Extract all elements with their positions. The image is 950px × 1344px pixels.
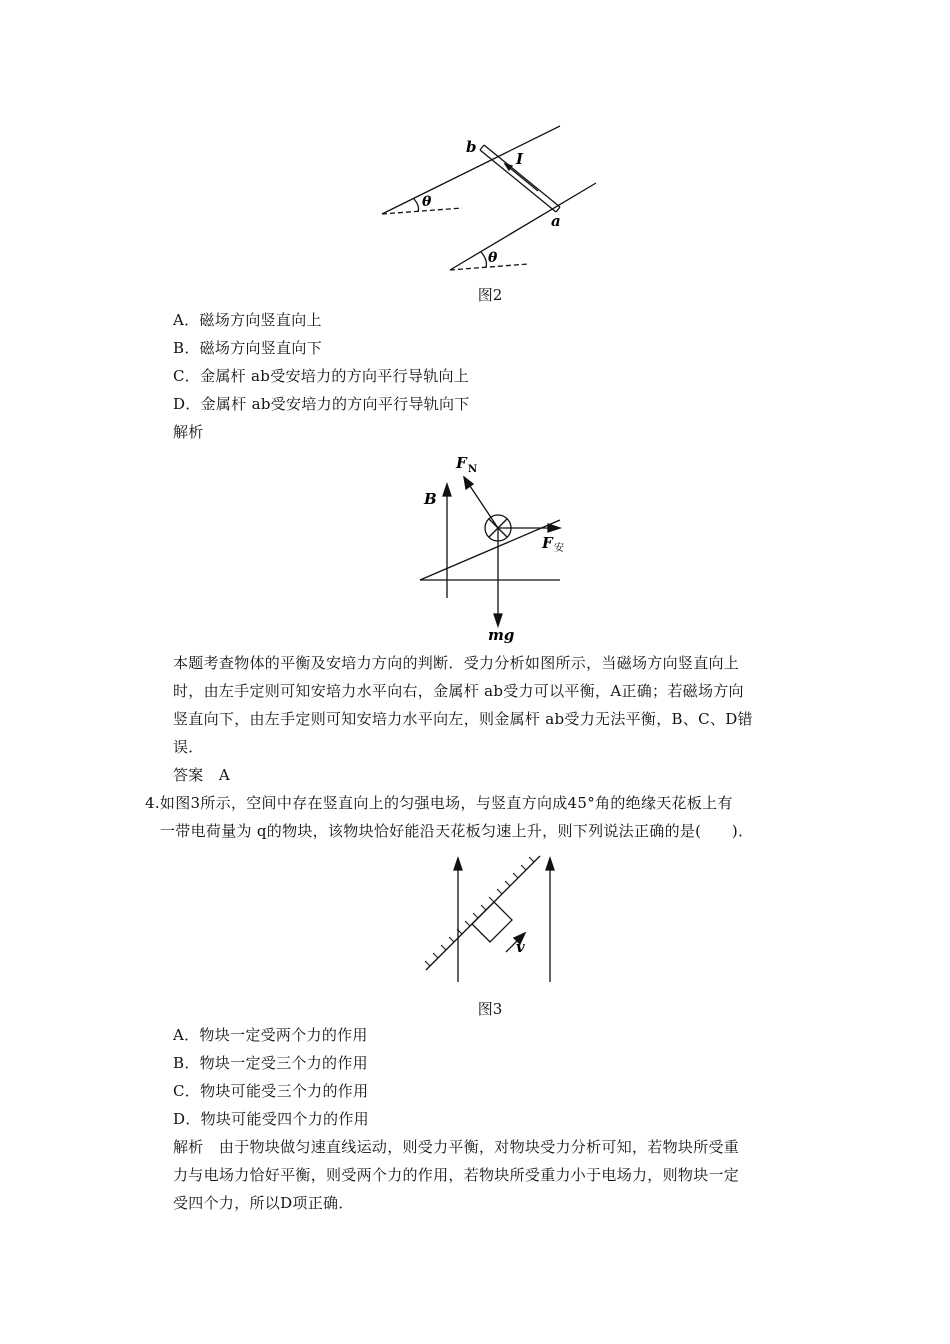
q3-analysis-line-2: 时，由左手定则可知安培力水平向右，金属杆 ab受力可以平衡，A正确；若磁场方向 — [173, 682, 744, 700]
label-v: v — [516, 938, 525, 956]
figure-3-caption: 图3 — [477, 1000, 503, 1018]
q3-analysis-line-1: 本题考查物体的平衡及安培力方向的判断．受力分析如图所示，当磁场方向竖直向上 — [173, 654, 740, 672]
q3-analysis-line-3: 竖直向下，由左手定则可知安培力水平向左，则金属杆 ab受力无法平衡，B、C、D错 — [173, 710, 753, 728]
label-mg: mg — [488, 626, 515, 644]
label-I: I — [516, 150, 524, 168]
q3-option-b: B．磁场方向竖直向下 — [173, 339, 323, 357]
q3-analysis-line-4: 误． — [173, 738, 204, 756]
q3-option-c: C．金属杆 ab受安培力的方向平行导轨向上 — [173, 367, 470, 385]
q4-stem-line-2: 一带电荷量为 q的物块，该物块恰好能沿天花板匀速上升，则下列说法正确的是( )． — [160, 822, 754, 840]
q4-option-d: D．物块可能受四个力的作用 — [173, 1110, 369, 1128]
q4-option-a: A．物块一定受两个力的作用 — [173, 1026, 368, 1044]
figure-2-rails-diagram — [370, 120, 610, 280]
q4-analysis-line-2: 力与电场力恰好平衡，则受两个力的作用，若物块所受重力小于电场力，则物块一定 — [173, 1166, 740, 1184]
label-Fan-sub: 安 — [554, 543, 564, 554]
figure-2-caption: 图2 — [477, 286, 503, 304]
label-FN: F — [456, 454, 467, 472]
figure-3-ceiling-diagram — [418, 848, 578, 988]
q4-analysis-line-3: 受四个力，所以D项正确． — [173, 1194, 354, 1212]
force-analysis-diagram — [410, 450, 580, 645]
label-theta-bottom: θ — [488, 250, 498, 266]
q4-analysis-line-1: 解析 由于物块做匀速直线运动，则受力平衡，对物块受力分析可知，若物块所受重 — [173, 1138, 740, 1156]
label-Fan: F — [542, 534, 553, 552]
label-B: B — [424, 490, 437, 508]
q3-answer: 答案 A — [173, 766, 231, 784]
label-b: b — [466, 138, 477, 156]
q4-option-b: B．物块一定受三个力的作用 — [173, 1054, 368, 1072]
label-FN-sub: N — [468, 464, 478, 475]
label-a: a — [551, 212, 561, 230]
q3-option-d: D．金属杆 ab受安培力的方向平行导轨向下 — [173, 395, 470, 413]
label-theta-top: θ — [422, 194, 432, 210]
q4-option-c: C．物块可能受三个力的作用 — [173, 1082, 369, 1100]
q3-analysis-label: 解析 — [173, 423, 204, 441]
q3-option-a: A．磁场方向竖直向上 — [173, 311, 322, 329]
q4-stem-line-1: 4.如图3所示，空间中存在竖直向上的匀强电场，与竖直方向成45°角的绝缘天花板上有 — [145, 794, 733, 812]
